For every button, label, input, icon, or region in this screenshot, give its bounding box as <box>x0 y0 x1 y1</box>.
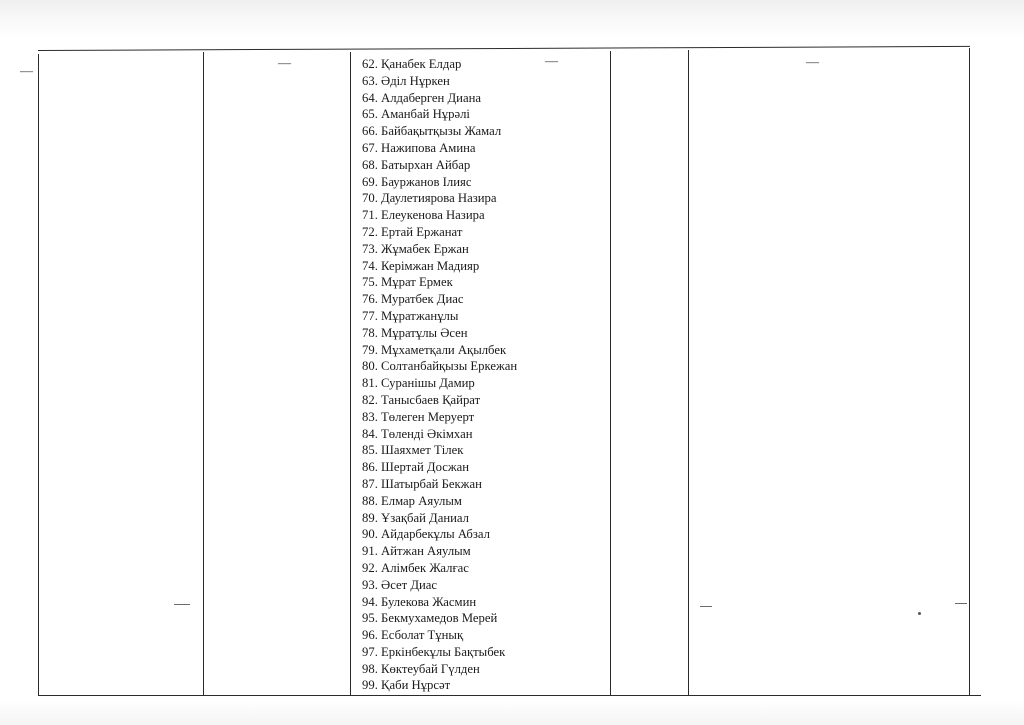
list-item: 69. Бауржанов Ілияс <box>362 174 472 189</box>
list-item: 67. Нажипова Амина <box>362 140 476 155</box>
names-list <box>362 56 517 694</box>
table-bottom-border <box>38 695 981 696</box>
column-marker-3: — <box>806 54 819 69</box>
list-item: 98. Көктеубай Гүлден <box>362 661 480 676</box>
list-item: 74. Керімжан Мадияр <box>362 258 480 273</box>
list-item: 83. Төлеген Меруерт <box>362 409 475 424</box>
scan-shadow <box>0 0 1024 40</box>
list-item: 63. Әділ Нұркен <box>362 73 450 88</box>
list-item: 97. Еркінбекұлы Бақтыбек <box>362 644 506 659</box>
list-item: 76. Муратбек Диас <box>362 292 464 307</box>
list-item: 62. Қанабек Елдар <box>362 57 462 71</box>
scan-artifact-line <box>955 603 967 604</box>
list-item: 84. Төленді Әкімхан <box>362 426 473 441</box>
table-left-border <box>38 54 39 696</box>
list-item: 81. Суранішы Дамир <box>362 376 475 391</box>
list-item: 71. Елеукенова Назира <box>362 208 485 223</box>
list-item: 64. Алдаберген Диана <box>362 90 482 105</box>
list-item: 99. Қаби Нұрсәт <box>362 678 451 693</box>
list-item: 92. Алімбек Жалғас <box>362 560 469 575</box>
table-column-divider-2 <box>350 52 351 696</box>
column-marker-1: — <box>278 55 291 70</box>
list-item: 87. Шатырбай Бекжан <box>362 476 482 491</box>
list-item: 73. Жұмабек Ержан <box>362 241 469 256</box>
scan-speck <box>918 612 921 615</box>
table-column-divider-4 <box>688 50 689 696</box>
list-item: 89. Ұзақбай Даниал <box>362 510 469 525</box>
list-item: 78. Мұратұлы Әсен <box>362 325 468 340</box>
column-marker-2: — <box>545 53 558 68</box>
column-marker-4: — <box>20 63 33 78</box>
list-item: 66. Байбақытқызы Жамал <box>362 124 502 139</box>
scan-shadow-bottom <box>0 700 1024 725</box>
table-column-divider-3 <box>610 51 611 696</box>
list-item: 80. Солтанбайқызы Еркежан <box>362 359 518 374</box>
list-item: 96. Есболат Тұнық <box>362 628 464 643</box>
list-item: 90. Айдарбекұлы Абзал <box>362 527 490 542</box>
table-column-divider-1 <box>203 52 204 696</box>
list-item: 93. Әсет Диас <box>362 577 438 592</box>
list-item: 91. Айтжан Аяулым <box>362 544 471 559</box>
list-item: 82. Танысбаев Қайрат <box>362 392 481 407</box>
list-item: 94. Булекова Жасмин <box>362 594 477 609</box>
list-item: 85. Шаяхмет Тілек <box>362 443 464 458</box>
list-item: 72. Ертай Ержанат <box>362 224 463 239</box>
list-item: 86. Шертай Досжан <box>362 460 470 475</box>
list-item: 75. Мұрат Ермек <box>362 275 453 290</box>
list-item: 88. Елмар Аяулым <box>362 493 462 508</box>
table-right-border <box>969 48 970 696</box>
list-item: 68. Батырхан Айбар <box>362 157 471 172</box>
list-item: 95. Бекмухамедов Мерей <box>362 611 498 626</box>
list-item: 77. Мұратжанұлы <box>362 308 459 323</box>
scan-artifact-line <box>700 606 712 607</box>
list-item: 65. Аманбай Нұрәлі <box>362 107 470 122</box>
list-item: 70. Даулетиярова Назира <box>362 191 497 206</box>
list-item: 79. Мұхаметқали Ақылбек <box>362 342 507 357</box>
table-top-border <box>38 46 970 51</box>
scan-artifact-line <box>174 604 190 605</box>
